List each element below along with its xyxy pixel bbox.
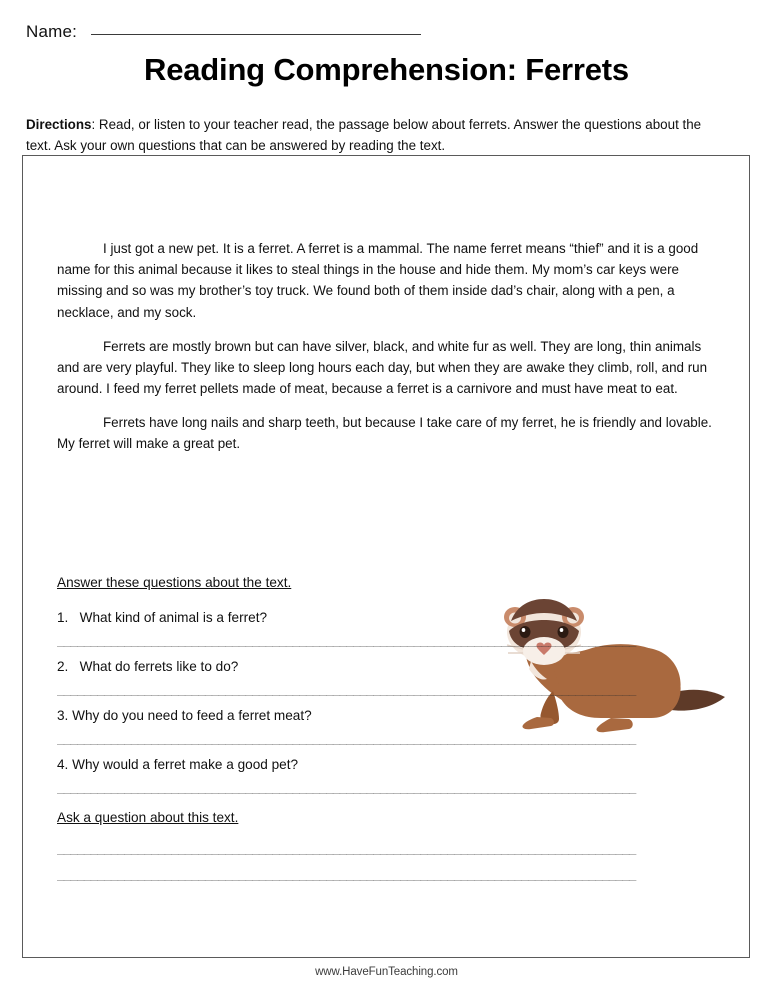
directions-text: : Read, or listen to your teacher read, the passage below about ferrets. Answer the questions about the text. Ask your own questions that can be answered by reading the text.: [26, 117, 702, 153]
footer-url: www.HaveFunTeaching.com: [315, 966, 458, 978]
directions-label: Directions: [26, 117, 92, 132]
reading-passage: [57, 238, 717, 468]
questions-section: [57, 574, 717, 893]
question-item-1: 1. What kind of animal is a ferret?: [57, 610, 268, 625]
answer-line-1[interactable]: ______________________________________________________________________________________: [57, 633, 636, 647]
passage-paragraph-3: Ferrets have long nails and sharp teeth, but because I take care of my ferret, he is friendly and lovable. My ferret will make a great pet.: [57, 415, 712, 452]
answer-line-4[interactable]: ______________________________________________________________________________________: [57, 780, 636, 794]
name-write-line[interactable]: [91, 34, 421, 35]
passage-paragraph-1: I just got a new pet. It is a ferret. A ferret is a mammal. The name ferret means “thief” and it is a good name for this animal because it likes to steal things in the house and hide them. My mom’s car keys were missing and so was my brother’s toy truck. We found both of them inside dad’s chair, along with a pen, a necklace, and my sock.: [57, 241, 699, 320]
ask-answer-line-2[interactable]: ______________________________________________________________________________________: [57, 867, 636, 881]
passage-paragraph-2: Ferrets are mostly brown but can have silver, black, and white fur as well. They are long, thin animals and are very playful. They like to sleep long hours each day, but when they are awake they climb, roll, and run around. I feed my ferret pellets made of meat, because a ferret is a carnivore and must have meat to eat.: [57, 338, 708, 397]
worksheet-box: [22, 155, 750, 958]
answer-line-3[interactable]: ______________________________________________________________________________________: [57, 731, 636, 745]
name-row: [26, 22, 421, 42]
question-item-2: 2. What do ferrets like to do?: [57, 659, 239, 674]
questions-heading: Answer these questions about the text.: [57, 575, 292, 590]
page-title: Reading Comprehension: Ferrets: [144, 52, 629, 87]
ask-question-heading: Ask a question about this text.: [57, 810, 239, 825]
question-item-4: 4. Why would a ferret make a good pet?: [57, 757, 299, 772]
answer-line-2[interactable]: ______________________________________________________________________________________: [57, 682, 636, 696]
name-label: Name:: [26, 22, 78, 41]
question-item-3: 3. Why do you need to feed a ferret meat?: [57, 708, 312, 723]
ask-answer-line-1[interactable]: ______________________________________________________________________________________: [57, 841, 636, 855]
directions: [26, 115, 726, 157]
